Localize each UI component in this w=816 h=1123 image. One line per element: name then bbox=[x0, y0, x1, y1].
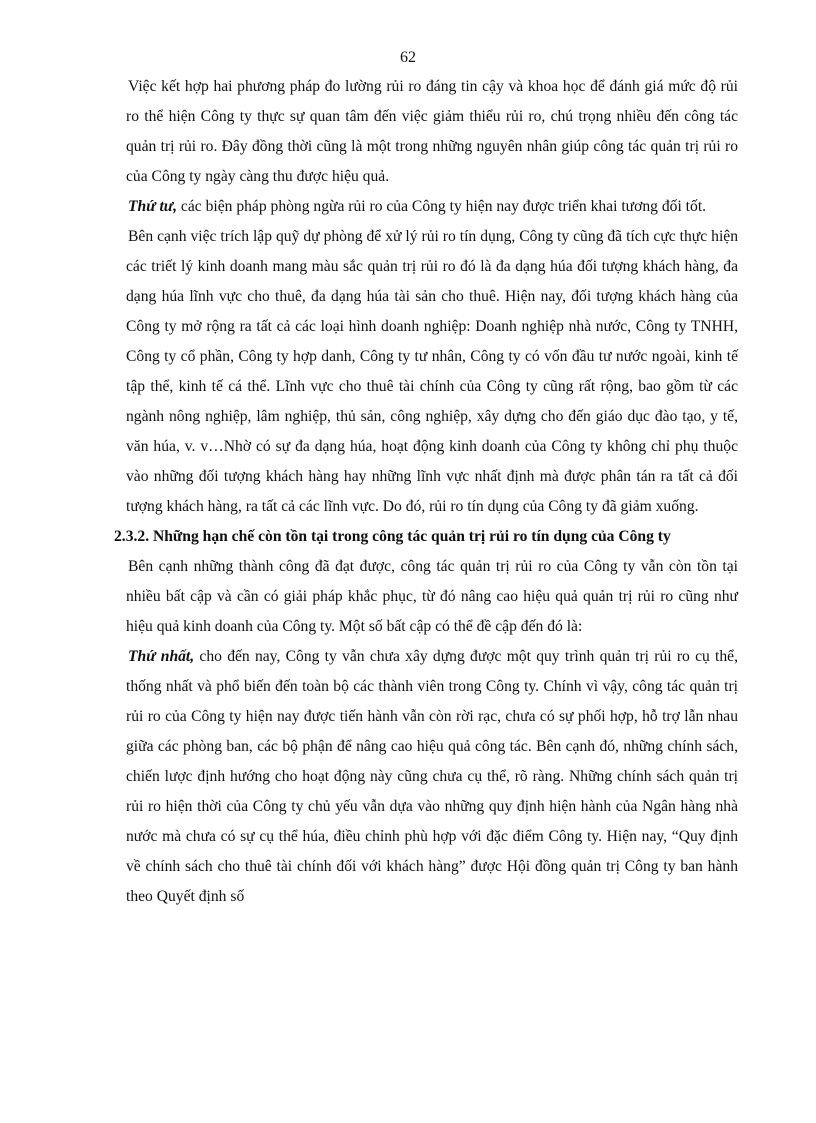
paragraph-first-text: cho đến nay, Công ty vẫn chưa xây dựng được một quy trình quản trị rủi ro cụ thể, thống nhất và phổ biến đến toàn bộ các thành viên trong Công ty. Chính vì vậy, công tác quản trị rủi ro của Công ty hiện nay được tiến hành vẫn còn rời rạc, chưa có sự phối hợp, hỗ trợ lẫn nhau giữa các phòng ban, các bộ phận để nâng cao hiệu quả công tác. Bên cạnh đó, những chính sách, chiến lược định hướng cho hoạt động này cũng chưa cụ thể, rõ ràng. Những chính sách quản trị rủi ro hiện thời của Công ty chủ yếu vẫn dựa vào những quy định hiện hành của Ngân hàng nhà nước mà chưa có sự cụ thể húa, điều chỉnh phù hợp với đặc điểm Công ty. Hiện nay, “Quy định về chính sách cho thuê tài chính đối với khách hàng” được Hội đồng quản trị Công ty ban hành theo Quyết định số bbox=[126, 648, 738, 905]
paragraph-limitations-intro: Bên cạnh những thành công đã đạt được, công tác quản trị rủi ro của Công ty vẫn còn tồn tại nhiều bất cập và cần có giải pháp khắc phục, từ đó nâng cao hiệu quả quản trị rủi ro cũng như hiệu quả kinh doanh của Công ty. Một số bất cập có thể đề cập đến đó là: bbox=[126, 558, 738, 635]
page-number: 62 bbox=[400, 49, 416, 66]
document-body bbox=[114, 72, 738, 912]
section-heading-2-3-2: 2.3.2. Những hạn chế còn tồn tại trong công tác quản trị rủi ro tín dụng của Công ty bbox=[114, 528, 671, 545]
paragraph-measurement-methods: Việc kết hợp hai phương pháp đo lường rủi ro đáng tin cậy và khoa học để đánh giá mức độ rủi ro thể hiện Công ty thực sự quan tâm đến việc giảm thiểu rủi ro, chú trọng nhiều đến công tác quản trị rủi ro. Đây đồng thời cũng là một trong những nguyên nhân giúp công tác quản trị rủi ro của Công ty ngày càng thu được hiệu quả. bbox=[126, 78, 738, 185]
paragraph-diversification: Bên cạnh việc trích lập quỹ dự phòng để xử lý rủi ro tín dụng, Công ty cũng đã tích cực thực hiện các triết lý kinh doanh mang màu sắc quản trị rủi ro đó là đa dạng húa đối tượng khách hàng, đa dạng húa lĩnh vực cho thuê, đa dạng húa tài sản cho thuê. Hiện nay, đối tượng khách hàng của Công ty mở rộng ra tất cả các loại hình doanh nghiệp: Doanh nghiệp nhà nước, Công ty TNHH, Công ty cổ phần, Công ty hợp danh, Công ty tư nhân, Công ty có vốn đầu tư nước ngoài, kinh tế tập thể, kinh tế cá thể. Lĩnh vực cho thuê tài chính của Công ty cũng rất rộng, bao gồm từ các ngành nông nghiệp, lâm nghiệp, thủ sản, công nghiệp, xây dựng cho đến giáo dục đào tạo, y tế, văn húa, v. v…Nhờ có sự đa dạng húa, hoạt động kinh doanh của Công ty không chỉ phụ thuộc vào những đối tượng khách hàng hay những lĩnh vực nhất định mà được phân tán ra tất cả đối tượng khách hàng, ra tất cả các lĩnh vực. Do đó, rủi ro tín dụng của Công ty đã giảm xuống. bbox=[126, 228, 738, 515]
paragraph-lead-fourth: Thứ tư, bbox=[128, 198, 178, 215]
paragraph-lead-first: Thứ nhất, bbox=[128, 648, 195, 665]
paragraph-first-limitation bbox=[126, 642, 738, 912]
paragraph-fourth-point bbox=[126, 192, 738, 222]
paragraph-fourth-text: các biện pháp phòng ngừa rủi ro của Công ty hiện nay được triển khai tương đối tốt. bbox=[177, 198, 707, 215]
